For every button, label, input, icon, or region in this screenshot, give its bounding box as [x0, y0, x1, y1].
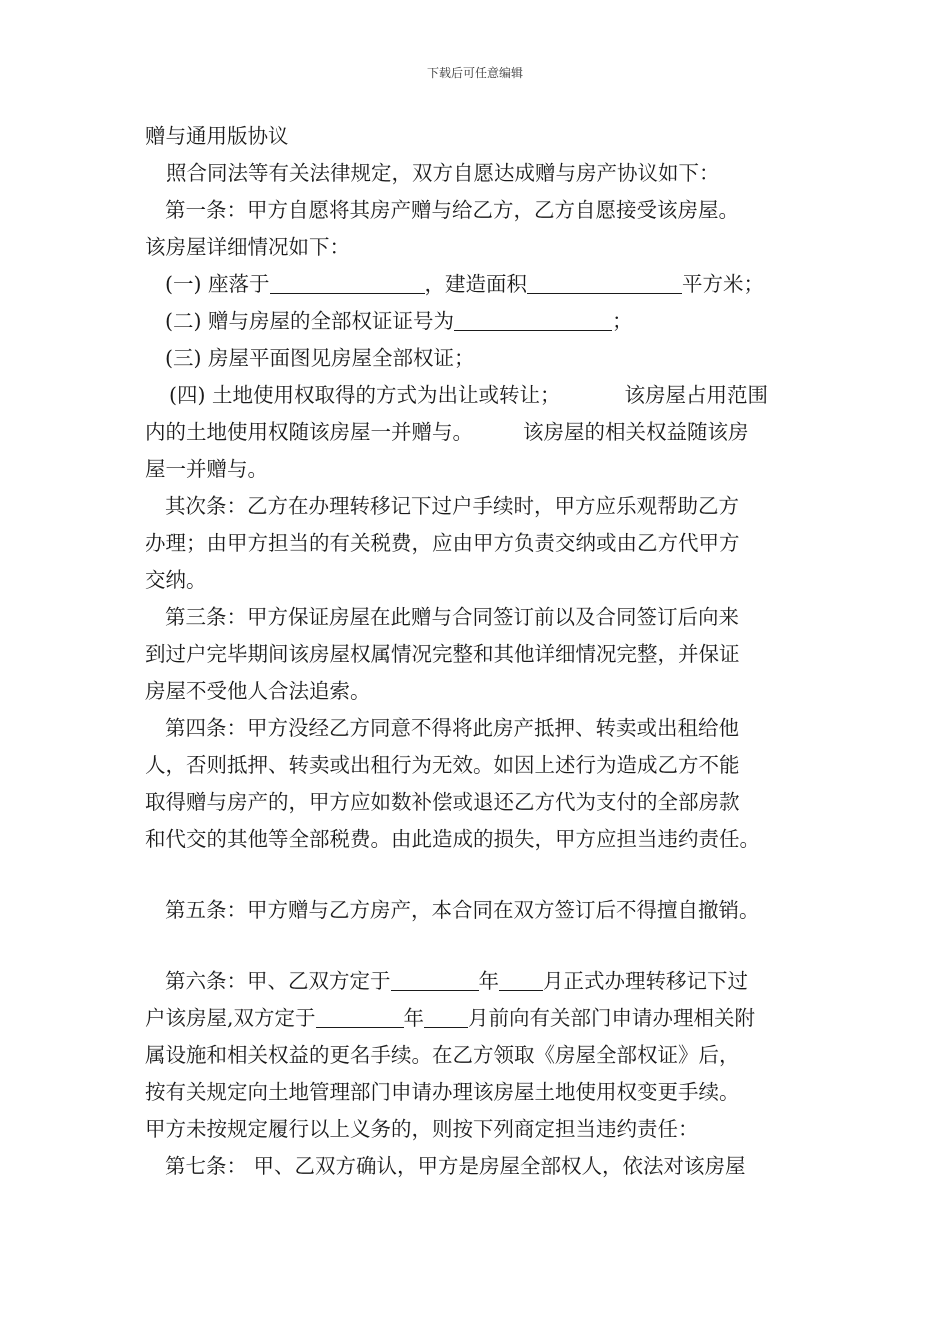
- article-6-text-f: 月前向有关部门申请办理相关附: [468, 1006, 756, 1030]
- article-6-year-1: 年: [478, 969, 499, 993]
- article-6-text-c: 月正式办理转移记下过: [543, 969, 748, 993]
- year-blank-1[interactable]: [391, 968, 479, 991]
- item-4-text-a: (四) 土地使用权取得的方式为出让或转让；: [169, 383, 561, 407]
- article-1-item-4-line-1: [145, 377, 825, 414]
- intro-line: 照合同法等有关法律规定，双方自愿达成赠与房产协议如下：: [166, 161, 720, 185]
- document-body: [145, 118, 825, 1185]
- article-6-line-2: [145, 1000, 825, 1037]
- article-6-line-1: [145, 963, 825, 1000]
- certificate-number-blank[interactable]: [454, 308, 612, 331]
- article-3-line-2: 到过户完毕期间该房屋权属情况完整和其他详细情况完整，并保证: [145, 642, 740, 666]
- article-1-item-2: [145, 303, 825, 340]
- item-4-text-d: 该房屋的相关权益随该房: [523, 420, 749, 444]
- paragraph-gap: [145, 929, 825, 963]
- item-1-unit: 平方米；: [682, 272, 765, 296]
- article-1-line-1: 第一条：甲方自愿将其房产赠与给乙方，乙方自愿接受该房屋。: [165, 198, 739, 222]
- article-1-item-1: [145, 266, 825, 303]
- month-blank-2[interactable]: [424, 1005, 468, 1028]
- article-1-item-4-line-2: [145, 414, 825, 451]
- article-2-line-2: 办理；由甲方担当的有关税费，应由甲方负责交纳或由乙方代甲方: [145, 531, 740, 555]
- article-6-line-3: 属设施和相关权益的更名手续。在乙方领取《房屋全部权证》后，: [145, 1043, 740, 1067]
- article-4-line-1: 第四条：甲方没经乙方同意不得将此房产抵押、转卖或出租给他: [165, 716, 739, 740]
- location-blank[interactable]: [270, 271, 425, 294]
- month-blank-1[interactable]: [499, 968, 543, 991]
- article-4-line-3: 取得赠与房产的，甲方应如数补偿或退还乙方代为支付的全部房款: [145, 790, 740, 814]
- area-blank[interactable]: [527, 271, 682, 294]
- item-1-label: (一) 座落于: [165, 272, 270, 296]
- article-4-line-4: 和代交的其他等全部税费。由此造成的损失，甲方应担当违约责任。: [145, 827, 760, 851]
- item-4-text-c: 内的土地使用权随该房屋一并赠与。: [145, 420, 473, 444]
- article-7-line-1: 第七条： 甲、乙双方确认，甲方是房屋全部权人，依法对该房屋: [165, 1154, 746, 1178]
- article-3-line-3: 房屋不受他人合法追索。: [145, 679, 371, 703]
- item-2-label: (二) 赠与房屋的全部权证证号为: [165, 309, 455, 333]
- article-6-text-a: 第六条：甲、乙双方定于: [165, 969, 391, 993]
- article-2-line-3: 交纳。: [145, 568, 207, 592]
- article-6-line-5: 甲方未按规定履行以上义务的，则按下列商定担当违约责任：: [145, 1117, 699, 1141]
- article-1-item-3: (三) 房屋平面图见房屋全部权证；: [165, 346, 475, 370]
- item-4-text-b: 该房屋占用范围: [624, 383, 769, 407]
- article-2-line-1: 其次条：乙方在办理转移记下过户手续时，甲方应乐观帮助乙方: [165, 494, 739, 518]
- item-1-area-label: ，建造面积: [424, 272, 528, 296]
- article-6-line-4: 按有关规定向土地管理部门申请办理该房屋土地使用权变更手续。: [145, 1080, 740, 1104]
- document-title: 赠与通用版协议: [145, 124, 289, 148]
- article-3-line-1: 第三条：甲方保证房屋在此赠与合同签订前以及合同签订后向来: [165, 605, 739, 629]
- header-note: 下载后可任意编辑: [426, 66, 523, 80]
- article-1-item-4-line-3: 屋一并赠与。: [145, 457, 268, 481]
- article-1-line-2: 该房屋详细情况如下：: [145, 235, 350, 259]
- article-5-line-1: 第五条：甲方赠与乙方房产，本合同在双方签订后不得擅自撤销。: [165, 898, 760, 922]
- item-2-end: ；: [612, 309, 633, 333]
- article-6-year-2: 年: [403, 1006, 425, 1030]
- year-blank-2[interactable]: [316, 1005, 404, 1028]
- paragraph-gap: [145, 858, 825, 892]
- article-4-line-2: 人，否则抵押、转卖或出租行为无效。如因上述行为造成乙方不能: [145, 753, 740, 777]
- article-6-text-d: 户该房屋,双方定于: [145, 1006, 316, 1030]
